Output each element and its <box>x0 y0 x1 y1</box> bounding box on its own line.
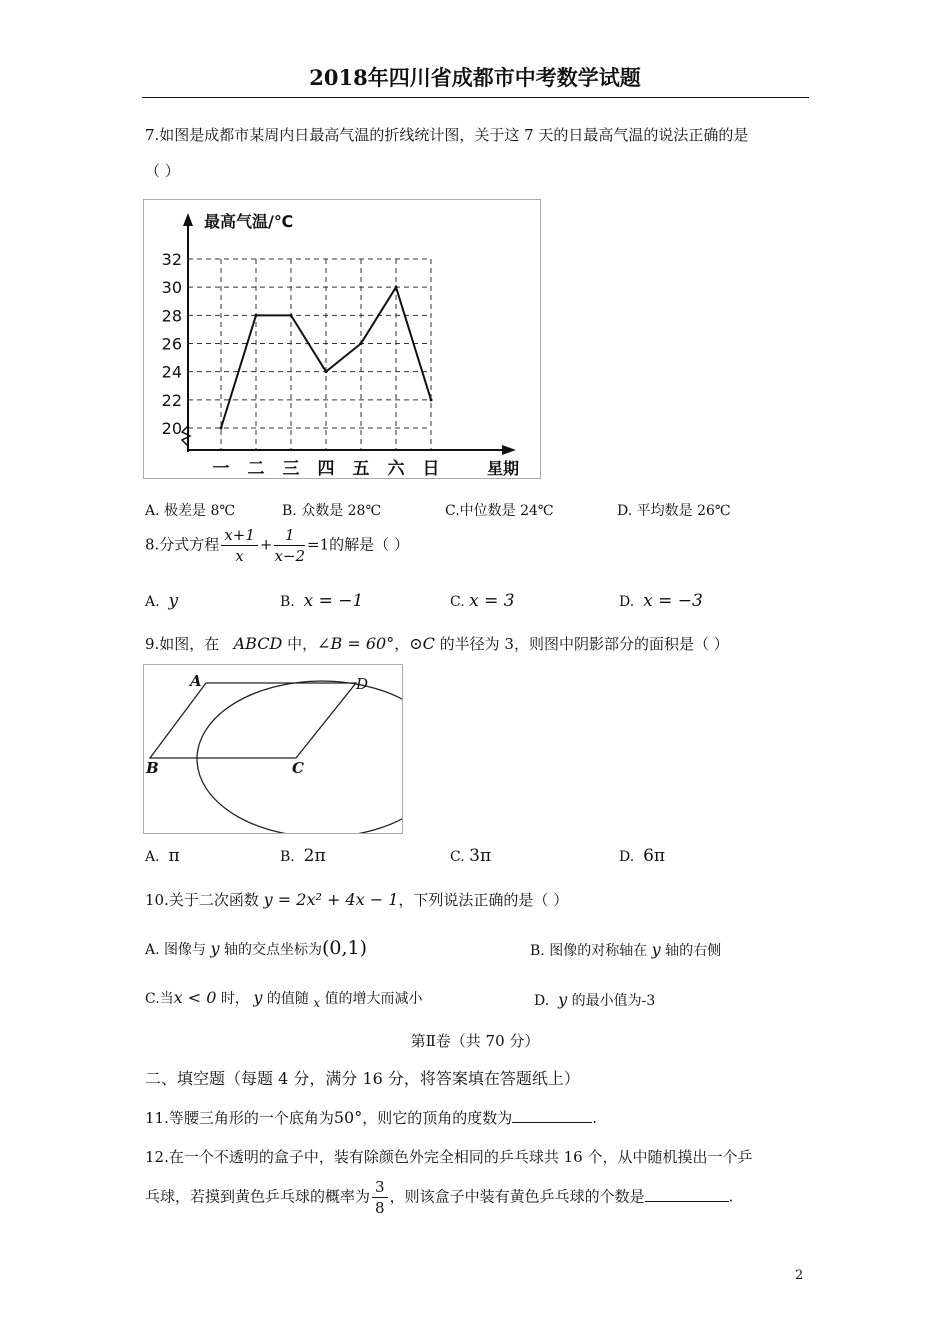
chart-data-point <box>325 370 328 373</box>
chart-x-tick-label: 三 <box>282 459 300 478</box>
q9-option-d <box>619 846 665 866</box>
q12-prefix: 乓球，若摸到黄色乒乓球的概率为 <box>145 1187 371 1206</box>
q9-option-b-value: 2π <box>303 846 326 866</box>
q10-option-c <box>145 988 423 1008</box>
q12-fraction <box>372 1177 388 1218</box>
q8-option-c-value: x = 3 <box>469 591 515 611</box>
section-ii-title: 第Ⅱ卷（共 70 分） <box>410 1032 540 1050</box>
q8-option-b <box>280 591 363 611</box>
chart-data-point <box>430 398 433 401</box>
q8-option-d <box>619 591 703 611</box>
q8-frac2-numerator: 1 <box>274 525 305 546</box>
q7-chart-frame <box>143 199 541 479</box>
q9-mid: 中， <box>282 635 318 653</box>
chart-data-point <box>395 286 398 289</box>
q10-c-mid: 时， <box>216 991 249 1007</box>
q9-option-d-value: 6π <box>643 846 666 866</box>
q9-option-c-label: C. <box>450 849 465 865</box>
chart-y-tick-label: 30 <box>161 278 182 298</box>
q8-option-c-label: C. <box>450 594 465 610</box>
q10-a-value: (0,1) <box>321 937 368 959</box>
header-rule <box>142 97 809 98</box>
point-a-label: A <box>190 672 202 690</box>
chart-y-tick-label: 28 <box>161 306 182 326</box>
q8-option-b-value: x = −1 <box>303 591 364 611</box>
q11-prefix: 11.等腰三角形的一个底角为 <box>145 1109 334 1127</box>
q8-option-d-value: x = −3 <box>643 591 703 611</box>
part-two-heading: 二、填空题（每题 4 分，满分 16 分，将答案填在答题纸上） <box>145 1069 580 1088</box>
q7-option-a: A. 极差是 8℃ <box>145 503 236 519</box>
chart-x-tick-label: 二 <box>247 459 265 478</box>
q10-c-var2: x <box>313 996 321 1010</box>
q9-figure-frame <box>143 664 403 834</box>
q11-answer-blank[interactable] <box>512 1108 592 1123</box>
q8-option-b-label: B. <box>280 594 295 610</box>
q9-geometry-figure <box>144 665 402 833</box>
q8-frac1-denominator: x <box>235 547 244 565</box>
q10-d-post: 的最小值为-3 <box>567 993 656 1009</box>
q9-line <box>145 633 729 655</box>
chart-x-tick-label: 日 <box>422 459 440 478</box>
q8-plus: + <box>259 535 273 554</box>
q8-equals: =1 <box>307 535 330 554</box>
q10-d-var: y <box>558 990 568 1009</box>
q9-option-b <box>280 846 326 866</box>
q12-line-2 <box>145 1177 733 1218</box>
q10-a-post: 轴的交点坐标为 <box>219 942 322 958</box>
q11-angle: 50° <box>333 1108 363 1127</box>
q10-line <box>145 889 568 911</box>
q12-frac-denominator: 8 <box>375 1199 385 1217</box>
q7-option-c: C.中位数是 24℃ <box>445 503 554 519</box>
circle-c <box>197 681 402 833</box>
chart-y-tick-label: 24 <box>161 362 182 382</box>
q9-comma: ， <box>394 635 410 653</box>
q9-option-c-value: 3π <box>469 846 492 866</box>
point-d-label: D <box>356 675 369 693</box>
chart-data-point <box>360 342 363 345</box>
q8-option-d-label: D. <box>619 594 635 610</box>
chart-y-tick-label: 32 <box>161 250 182 269</box>
q10-option-d <box>534 990 655 1010</box>
q12-end: . <box>728 1187 734 1206</box>
q10-a-var: y <box>210 939 220 958</box>
point-b-label: B <box>146 759 159 777</box>
chart-y-axis-arrow <box>183 213 193 226</box>
q7-option-d: D. 平均数是 26℃ <box>617 503 731 519</box>
q8-line <box>145 525 409 566</box>
q10-d-pre: D. <box>534 993 554 1009</box>
q10-c-post: 的值随 <box>262 991 309 1007</box>
q7-option-b: B. 众数是 28℃ <box>282 503 382 519</box>
q9-option-b-label: B. <box>280 849 295 865</box>
q10-c-var: y <box>253 988 263 1007</box>
q9-option-a-value: π <box>168 846 180 866</box>
q9-option-d-label: D. <box>619 849 635 865</box>
chart-x-tick-label: 五 <box>352 459 370 478</box>
q12-suffix: ，则该盒子中装有黄色乒乓球的个数是 <box>389 1187 645 1206</box>
chart-data-point <box>290 314 293 317</box>
q8-fraction-2 <box>274 525 305 566</box>
q9-option-a <box>145 846 180 866</box>
q7-text: 7.如图是成都市某周内日最高气温的折线统计图，关于这 7 天的日最高气温的说法正确的是 <box>145 126 749 144</box>
q12-frac-numerator: 3 <box>372 1177 388 1198</box>
q10-prefix: 10.关于二次函数 <box>145 891 259 909</box>
q10-c-pre: C.当 <box>145 991 174 1007</box>
q10-suffix: ，下列说法正确的是（ ） <box>398 891 569 909</box>
q12-line-1: 12.在一个不透明的盒子中，装有除颜色外完全相同的乒乓球共 16 个，从中随机摸出一个乒 <box>145 1148 753 1166</box>
q10-option-a <box>145 937 367 959</box>
chart-x-tick-label: 六 <box>387 459 405 478</box>
chart-x-axis-label: 星期 <box>487 459 520 478</box>
q11-end: . <box>592 1109 598 1127</box>
q9-option-c <box>450 846 491 866</box>
q10-b-post: 轴的右侧 <box>660 943 722 959</box>
chart-data-point <box>255 314 258 317</box>
chart-x-tick-label: 四 <box>317 459 335 478</box>
q7-paren: （ ） <box>145 162 180 180</box>
q8-suffix: 的解是（ ） <box>329 535 409 554</box>
page-number: 2 <box>795 1268 804 1283</box>
q9-prefix: 9.如图，在 <box>145 635 220 653</box>
q10-b-pre: B. 图像的对称轴在 <box>530 943 648 959</box>
q10-a-pre: A. 图像与 <box>145 942 207 958</box>
q7-line-chart <box>144 200 540 478</box>
q8-option-a-value: y <box>168 591 179 611</box>
chart-x-tick-label: 一 <box>212 459 230 478</box>
q9-circle: ⊙C <box>409 634 435 653</box>
q8-fraction-1 <box>221 525 258 566</box>
chart-data-point <box>220 427 223 430</box>
point-c-label: C <box>292 759 304 777</box>
q10-option-b <box>530 940 721 960</box>
chart-y-tick-label: 26 <box>161 334 182 354</box>
chart-x-axis-arrow <box>502 445 516 455</box>
q9-option-a-label: A. <box>145 849 160 865</box>
q10-c-post2: 值的增大而减小 <box>320 991 423 1007</box>
q11-suffix: ，则它的顶角的度数为 <box>362 1109 513 1127</box>
q9-shape: ABCD <box>233 634 283 653</box>
q8-option-a <box>145 591 178 611</box>
q8-option-c <box>450 591 515 611</box>
q8-prefix: 8.分式方程 <box>145 535 220 554</box>
q8-option-a-label: A. <box>145 594 160 610</box>
q9-angle: ∠B = 60° <box>317 634 395 653</box>
q11-line <box>145 1107 597 1129</box>
q8-frac1-numerator: x+1 <box>221 525 258 546</box>
chart-y-tick-label: 20 <box>161 419 182 438</box>
q9-suffix: 的半径为 3，则图中阴影部分的面积是（ ） <box>434 635 729 653</box>
q10-function: y = 2x² + 4x − 1 <box>263 890 399 909</box>
q12-answer-blank[interactable] <box>645 1187 729 1202</box>
q8-frac2-denominator: x−2 <box>274 547 306 565</box>
chart-y-tick-label: 22 <box>161 390 182 410</box>
q10-b-var: y <box>651 940 661 959</box>
chart-y-axis-label: 最高气温/℃ <box>204 212 294 231</box>
q10-c-condition: x < 0 <box>173 988 217 1007</box>
page-title: 2018年四川省成都市中考数学试题 <box>309 65 641 90</box>
